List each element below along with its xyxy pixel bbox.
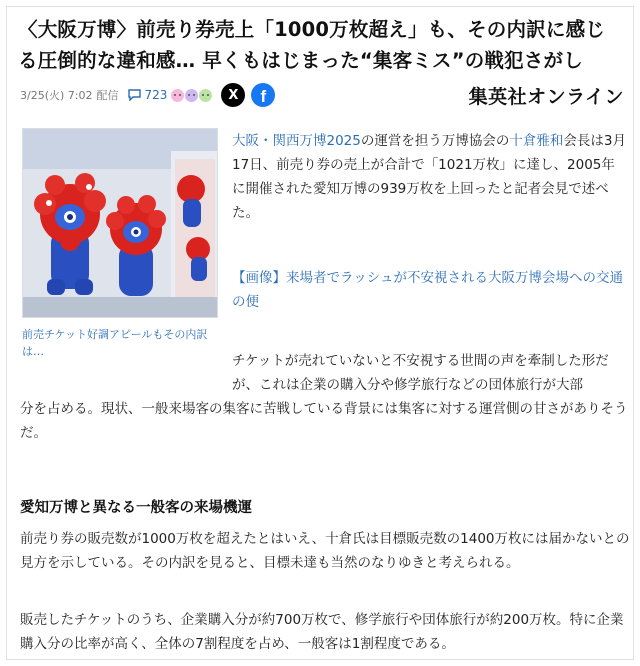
mascot-plush-image: [23, 129, 218, 318]
paragraph-1: [232, 129, 628, 225]
expo-link[interactable]: 大阪・関西万博2025: [232, 133, 361, 149]
comment-link[interactable]: [128, 88, 167, 102]
paragraph-3-start: チケットが売れていないと不安視する世間の声を牽制した形だが、これは企業の購入分や修学旅行などの団体旅行が大部: [232, 353, 609, 393]
related-image-link[interactable]: 【画像】来場者でラッシュが不安視される大阪万博会場への交通の便: [232, 270, 623, 310]
paragraph-4: 前売り券の販売数が1000万枚を超えたとはいえ、十倉氏は目標販売数の1400万枚には届かないとの見方を示している。その内訳を見ると、目標未達も当然のなりゆきと考えられる。: [20, 531, 630, 571]
person-link[interactable]: 十倉雅和: [509, 133, 564, 149]
photo-caption[interactable]: 前売チケット好調アピールもその内訳は…: [22, 328, 208, 358]
related-paragraph: [232, 266, 628, 314]
share-x-button[interactable]: X: [221, 83, 245, 107]
publish-status: 配信: [96, 89, 119, 102]
comment-icon: [128, 89, 141, 101]
paragraph-3-end: 分を占める。現状、一般来場客の集客に苦戦している背景には集客に対する運営側の甘さがありそうだ。: [20, 401, 628, 441]
publish-date: 3/25(火) 7:02: [20, 89, 93, 102]
share-facebook-button[interactable]: f: [251, 83, 275, 107]
article-headline: 〈大阪万博〉前売り券売上「1000万枚超え」も、その内訳に感じる圧倒的な違和感… 早くもはじまった“集客ミス”の戦犯さがし: [18, 18, 605, 72]
paragraph-1-text-a: の運営を担う万博協会の: [360, 133, 510, 149]
reaction-face-icon: [171, 89, 184, 102]
reaction-face-icon: [185, 89, 198, 102]
article-meta: [20, 84, 275, 106]
paragraph-1-text-b: 会長は3月17日、前売り券の売上が合計で「1021万枚」に達し、2005年に開催された愛知万博の939万枚を上回ったと記者会見で述べた。: [232, 133, 626, 221]
share-buttons: [221, 83, 275, 107]
comment-count: 723: [144, 88, 168, 102]
paragraph-5: 販売したチケットのうち、企業購入分が約700万枚で、修学旅行や団体旅行が約200万枚。特に企業購入分の比率が高く、全体の7割程度を占め、一般客は1割程度である。: [20, 612, 624, 652]
section-heading: 愛知万博と異なる一般客の来場機運: [20, 500, 252, 516]
publisher-logo[interactable]: 集英社オンライン: [468, 86, 624, 108]
reaction-faces[interactable]: [171, 89, 213, 102]
reaction-face-icon: [199, 89, 212, 102]
article-photo[interactable]: [22, 128, 218, 318]
